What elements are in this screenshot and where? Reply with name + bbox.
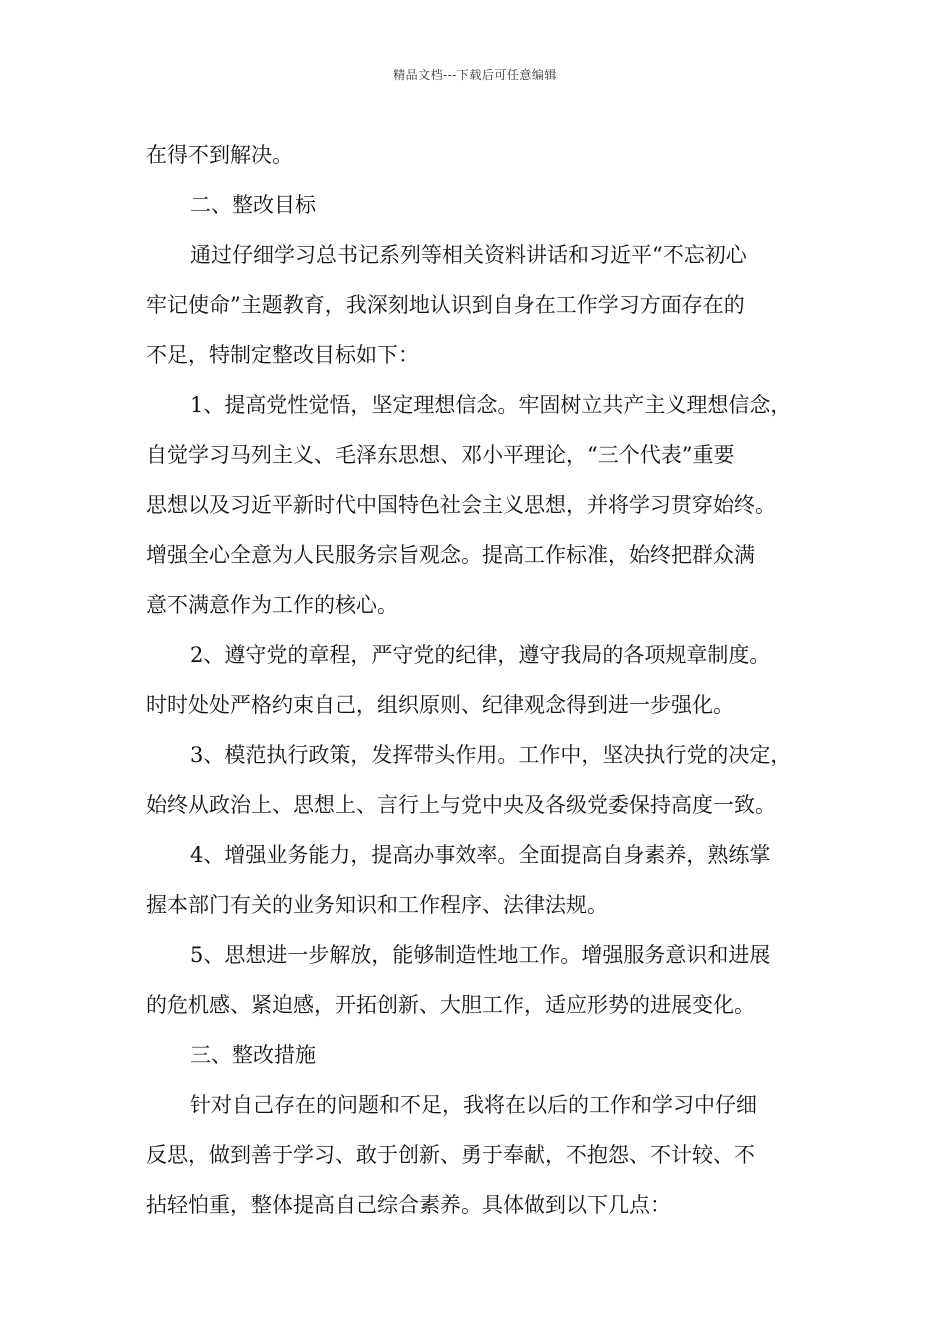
text-line-6: 1、提高党性觉悟，坚定理想信念。牢固树立共产主义理想信念， [190,393,792,417]
text-line-16: 握本部门有关的业务知识和工作程序、法律法规。 [146,893,608,917]
text-line-3: 通过仔细学习总书记系列等相关资料讲话和习近平“不忘初心 [190,243,747,267]
text-line-2: 二、整改目标 [190,193,316,217]
text-line-19: 三、整改措施 [190,1043,316,1067]
text-line-4: 牢记使命”主题教育，我深刻地认识到自身在工作学习方面存在的 [146,293,745,317]
text-line-12: 时时处处严格约束自己，组织原则、纪律观念得到进一步强化。 [146,693,734,717]
text-line-11: 2、遵守党的章程，严守党的纪律，遵守我局的各项规章制度。 [190,643,771,667]
text-line-22: 拈轻怕重，整体提高自己综合素养。具体做到以下几点： [146,1193,671,1217]
text-line-17: 5、思想进一步解放，能够制造性地工作。增强服务意识和进展 [190,943,771,967]
text-line-15: 4、增强业务能力，提高办事效率。全面提高自身素养，熟练掌 [190,843,771,867]
text-line-1: 在得不到解决。 [146,143,293,167]
text-line-13: 3、模范执行政策，发挥带头作用。工作中，坚决执行党的决定， [190,743,792,767]
document-body [146,130,826,1230]
text-line-10: 意不满意作为工作的核心。 [146,593,398,617]
text-line-9: 增强全心全意为人民服务宗旨观念。提高工作标准，始终把群众满 [146,543,755,567]
text-line-5: 不足，特制定整改目标如下： [146,343,419,367]
text-line-21: 反思，做到善于学习、敢于创新、勇于奉献，不抱怨、不计较、不 [146,1143,755,1167]
page-header: 精品文档---下载后可任意编辑 [393,68,557,82]
text-line-14: 始终从政治上、思想上、言行上与党中央及各级党委保持高度一致。 [146,793,776,817]
text-line-7: 自觉学习马列主义、毛泽东思想、邓小平理论，“三个代表”重要 [146,443,735,467]
text-line-8: 思想以及习近平新时代中国特色社会主义思想，并将学习贯穿始终。 [146,493,776,517]
text-line-18: 的危机感、紧迫感，开拓创新、大胆工作，适应形势的进展变化。 [146,993,755,1017]
text-line-20: 针对自己存在的问题和不足，我将在以后的工作和学习中仔细 [190,1093,757,1117]
